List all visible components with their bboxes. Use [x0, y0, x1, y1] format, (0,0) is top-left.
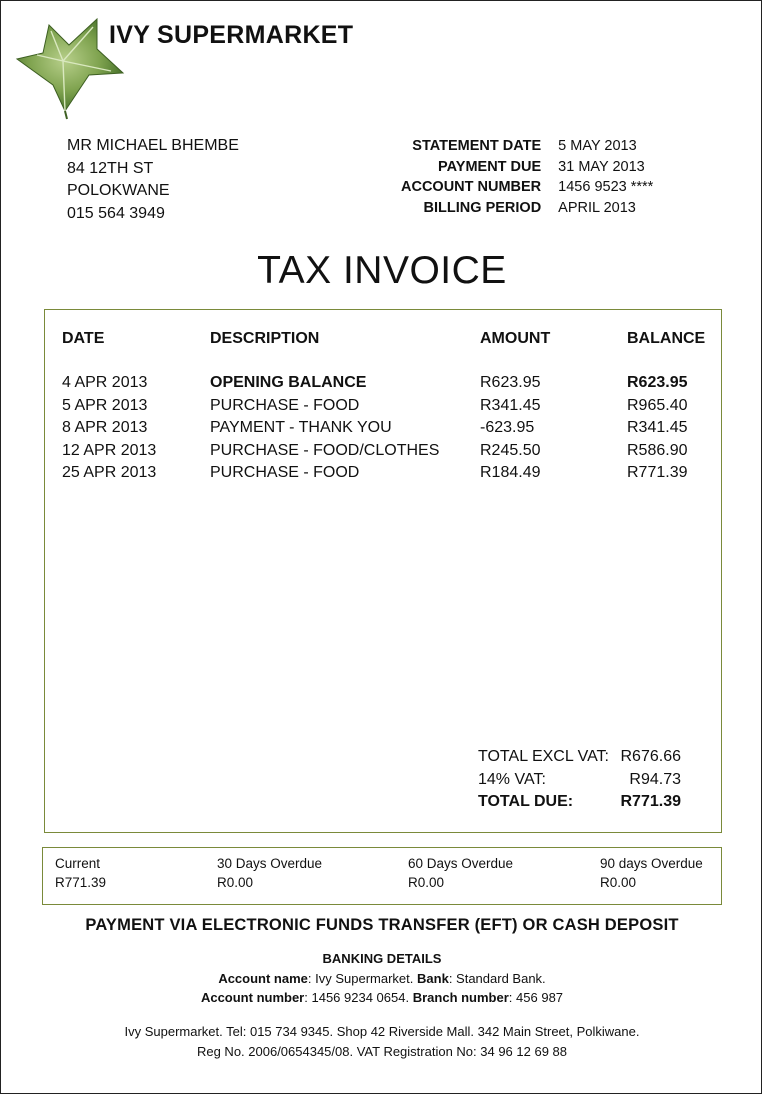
total-excl-vat-label: TOTAL EXCL VAT:	[478, 748, 609, 766]
aging-30-days-label: 30 Days Overdue	[217, 856, 323, 871]
aging-90-days-label: 90 days Overdue	[600, 856, 703, 871]
table-row	[45, 419, 721, 442]
aging-60-days	[408, 854, 513, 892]
row-amount: -623.95	[480, 419, 535, 436]
branch-number-label: Branch number	[412, 990, 509, 1005]
bank-label: Bank	[417, 970, 449, 986]
customer-street: 84 12TH ST	[67, 159, 154, 177]
payment-due-label: PAYMENT DUE	[438, 158, 542, 175]
row-balance: R965.40	[627, 396, 688, 414]
aging-90-days-value: R0.00	[600, 875, 637, 890]
table-row	[45, 397, 721, 420]
transaction-rows	[45, 374, 721, 487]
banking-line-2: Account number: 1456 9234 0654. Branch number: 456 987	[200, 990, 564, 1005]
aging-current	[55, 854, 106, 892]
branch-number-value: 456 987	[516, 990, 564, 1005]
vat-row	[478, 769, 681, 792]
transactions-box	[44, 309, 722, 833]
table-row	[45, 464, 721, 487]
table-row	[45, 442, 721, 465]
row-description: OPENING BALANCE	[210, 374, 367, 391]
total-due-value: R771.39	[620, 793, 681, 811]
account-name-label: Account name	[218, 970, 308, 986]
row-description: PAYMENT - THANK YOU	[210, 419, 392, 436]
row-description: PURCHASE - FOOD/CLOTHES	[210, 441, 440, 459]
banking-details	[1, 949, 762, 1008]
billing-period-label: BILLING PERIOD	[423, 199, 542, 216]
aging-90-days	[600, 854, 703, 892]
aging-30-days	[217, 854, 322, 892]
aging-current-label: Current	[55, 856, 101, 871]
aging-30-days-value: R0.00	[217, 875, 254, 890]
total-excl-vat-row	[478, 746, 681, 769]
row-amount: R341.45	[480, 396, 541, 414]
company-footer	[1, 1022, 762, 1062]
footer-registration: Reg No. 2006/0654345/08. VAT Registration No: 34 96 12 69 88	[196, 1044, 568, 1059]
statement-date-label: STATEMENT DATE	[412, 138, 542, 155]
row-balance: R623.95	[627, 374, 688, 391]
customer-phone: 015 564 3949	[67, 204, 165, 222]
payment-due-value: 31 MAY 2013	[558, 158, 645, 175]
bank-account-number-label: Account number	[200, 990, 305, 1005]
row-description: PURCHASE - FOOD	[210, 396, 360, 414]
row-date: 5 APR 2013	[62, 396, 148, 414]
total-excl-vat-value: R676.66	[620, 748, 681, 766]
aging-summary	[42, 847, 722, 905]
brand-name: IVY SUPERMARKET	[109, 21, 354, 49]
customer-address	[67, 135, 239, 225]
row-amount: R184.49	[480, 464, 541, 481]
header-date: DATE	[62, 330, 105, 347]
aging-60-days-value: R0.00	[408, 875, 445, 890]
statement-details	[401, 136, 653, 218]
document-title: TAX INVOICE	[257, 249, 507, 292]
account-number-value: 1456 9523 ****	[558, 179, 654, 196]
payment-due-row	[401, 157, 653, 178]
billing-period-value: APRIL 2013	[558, 199, 636, 216]
aging-60-days-label: 60 Days Overdue	[408, 856, 514, 871]
payment-instructions-title: PAYMENT VIA ELECTRONIC FUNDS TRANSFER (EFT) OR CASH DEPOSIT	[85, 916, 679, 934]
row-date: 8 APR 2013	[62, 419, 148, 436]
account-number-row	[401, 177, 653, 198]
statement-date-value: 5 MAY 2013	[558, 138, 637, 155]
row-date: 12 APR 2013	[62, 441, 157, 459]
totals-summary	[478, 746, 681, 814]
row-amount: R623.95	[480, 374, 541, 391]
row-date: 25 APR 2013	[62, 464, 157, 481]
account-name-value: Ivy Supermarket.	[315, 970, 414, 986]
table-row	[45, 374, 721, 397]
account-number-label: ACCOUNT NUMBER	[401, 179, 542, 196]
total-due-row	[478, 791, 681, 814]
header-amount: AMOUNT	[480, 330, 551, 347]
aging-current-value: R771.39	[55, 875, 107, 890]
bank-account-number-value: 1456 9234 0654.	[311, 990, 410, 1005]
footer-contact: Ivy Supermarket. Tel: 015 734 9345. Shop 42 Riverside Mall. 342 Main Street, Polkiwane.	[124, 1024, 640, 1039]
customer-name: MR MICHAEL BHEMBE	[67, 137, 239, 154]
row-description: PURCHASE - FOOD	[210, 464, 360, 481]
row-balance: R771.39	[627, 464, 688, 481]
vat-label: 14% VAT:	[478, 770, 546, 788]
banking-line-1: Account name: Ivy Supermarket. Bank: Standard Bank.	[218, 970, 546, 986]
banking-heading: BANKING DETAILS	[322, 951, 442, 966]
row-balance: R341.45	[627, 419, 688, 436]
customer-city: POLOKWANE	[67, 182, 170, 199]
row-balance: R586.90	[627, 441, 688, 459]
vat-value: R94.73	[629, 770, 681, 788]
row-date: 4 APR 2013	[62, 374, 148, 391]
statement-date-row	[401, 136, 653, 157]
total-due-label: TOTAL DUE:	[478, 793, 574, 811]
billing-period-row	[401, 198, 653, 219]
header-balance: BALANCE	[627, 330, 706, 347]
bank-value: Standard Bank.	[456, 970, 546, 986]
header-description: DESCRIPTION	[210, 330, 320, 347]
row-amount: R245.50	[480, 441, 541, 459]
